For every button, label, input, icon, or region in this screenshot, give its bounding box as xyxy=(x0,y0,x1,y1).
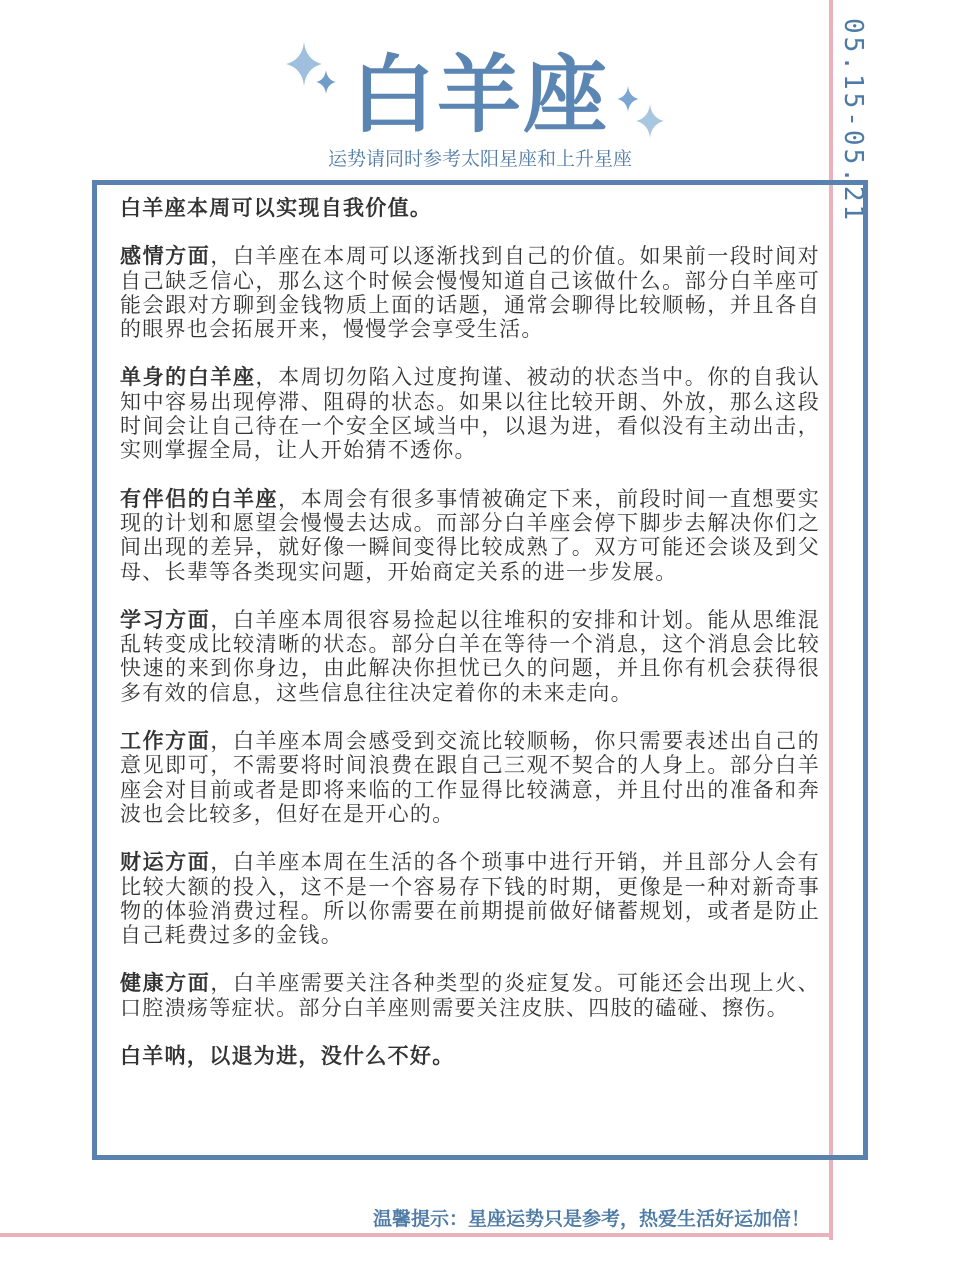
section-heading: 财运方面 xyxy=(120,850,211,875)
intro-line: 白羊座本周可以实现自我价值。 xyxy=(120,196,433,220)
section-heading: 有伴侣的白羊座 xyxy=(120,486,279,511)
footer-tip: 温馨提示：星座运势只是参考，热爱生活好运加倍！ xyxy=(372,1208,810,1230)
sparkle-star-icon xyxy=(316,70,336,94)
outro-line: 白羊呐，以退为进，没什么不好。 xyxy=(120,1044,455,1069)
section-heading: 学习方面 xyxy=(120,607,211,632)
section-heading: 健康方面 xyxy=(120,971,211,996)
section-health xyxy=(120,971,820,1020)
date-range: 05.15-05.21 xyxy=(838,18,868,224)
section-text: ，白羊座需要关注各种类型的炎症复发。可能还会出现上火、口腔溃疡等症状。部分白羊座则需要关注皮肤、四肢的磕碰、擦伤。 xyxy=(120,971,820,1020)
section-heading: 单身的白羊座 xyxy=(120,365,256,390)
section-text: ，白羊座本周在生活的各个琐事中进行开销，并且部分人会有比较大额的投入，这不是一个容易存下钱的时期，更像是一种对新奇事物的体验消费过程。所以你需要在前期提前做好储蓄规划，或者是防止自己耗费过多的金钱。 xyxy=(120,850,820,948)
sparkle-star-icon xyxy=(636,104,664,138)
section-heading: 感情方面 xyxy=(120,244,211,269)
section-wealth xyxy=(120,850,820,947)
section-study xyxy=(120,608,820,705)
horoscope-content xyxy=(120,196,820,1092)
section-text: ，白羊座在本周可以逐渐找到自己的价值。如果前一段时间对自己缺乏信心，那么这个时候会慢慢知道自己该做什么。部分白羊座可能会跟对方聊到金钱物质上面的话题，通常会聊得比较顺畅，并且各自的眼界也会拓展开来，慢慢学会享受生活。 xyxy=(120,244,820,342)
section-text: ，白羊座本周会感受到交流比较顺畅，你只需要表述出自己的意见即可，不需要将时间浪费在跟自己三观不契合的人身上。部分白羊座会对目前或者是即将来临的工作显得比较满意，并且付出的准备和奔波也会比较多，但好在是开心的。 xyxy=(120,729,820,826)
page-subtitle: 运势请同时参考太阳星座和上升星座 xyxy=(327,148,632,170)
section-heading: 工作方面 xyxy=(120,729,211,754)
section-text: ，白羊座本周很容易捡起以往堆积的安排和计划。能从思维混乱转变成比较清晰的状态。部分白羊在等待一个消息，这个消息会比较快速的来到你身边，由此解决你担忧已久的问题，并且你有机会获得很多有效的信息，这些信息往往决定着你的未来走向。 xyxy=(120,607,820,705)
section-text: ，本周会有很多事情被确定下来，前段时间一直想要实现的计划和愿望会慢慢去达成。而部分白羊座会停下脚步去解决你们之间出现的差异，就好像一瞬间变得比较成熟了。双方可能还会谈及到父母、长辈等各类现实问题，开始商定关系的进一步发展。 xyxy=(120,486,820,584)
section-text: ，本周切勿陷入过度拘谨、被动的状态当中。你的自我认知中容易出现停滞、阻碍的状态。如果以往比较开朗、外放，那么这段时间会让自己待在一个安全区域当中，以退为进，看似没有主动出击，实则掌握全局，让人开始猜不透你。 xyxy=(120,365,820,463)
section-partner xyxy=(120,487,820,584)
page-title: 白羊座 xyxy=(350,46,609,144)
section-love xyxy=(120,244,820,341)
section-single xyxy=(120,365,820,462)
section-work xyxy=(120,729,820,826)
pink-horizontal-line xyxy=(0,1233,833,1237)
